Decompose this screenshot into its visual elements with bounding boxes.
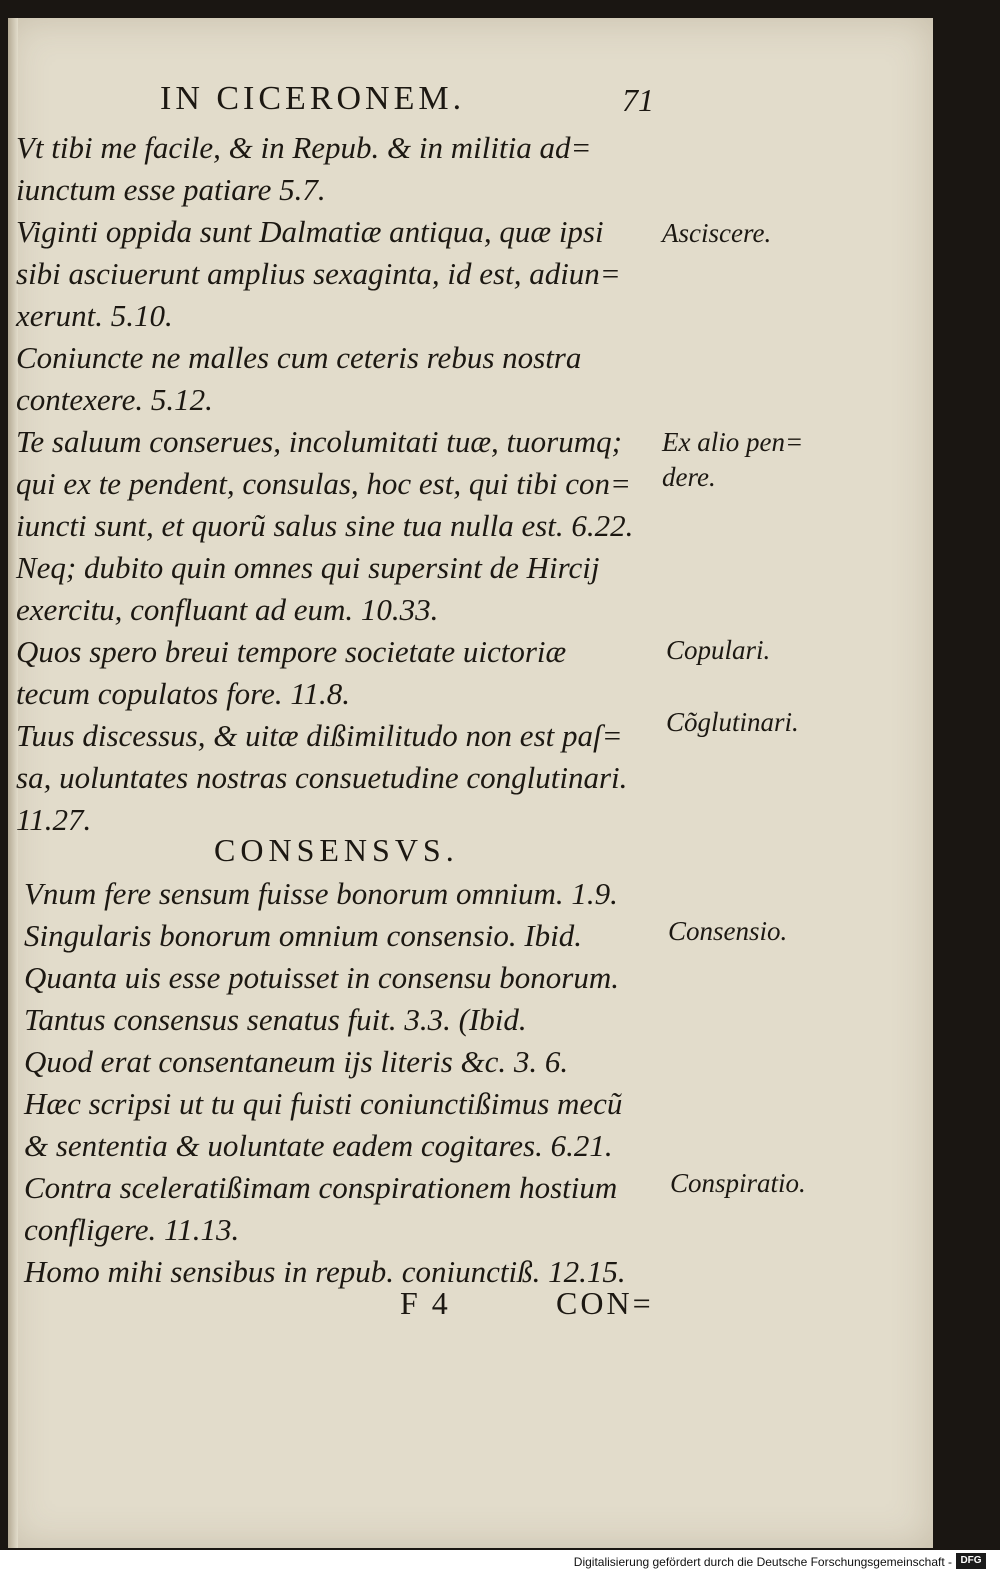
marginal-note: Cõglutinari. [666, 707, 799, 737]
signature-mark: F 4 [400, 1285, 451, 1321]
text-line: Quos spero breui tempore societate uictoriæ [16, 634, 567, 669]
digitization-credit: Digitalisierung gefördert durch die Deutsche Forschungsgemeinschaft - [573, 1555, 952, 1569]
text-line: Viginti oppida sunt Dalmatiæ antiqua, quæ ipsi [16, 214, 604, 249]
marginal-note: Consensio. [668, 916, 788, 946]
text-line: contexere. 5.12. [16, 382, 213, 417]
marginal-note: Conspiratio. [670, 1168, 806, 1198]
text-line: Vt tibi me facile, & in Repub. & in militia ad= [16, 130, 592, 165]
text-line: Singularis bonorum omnium consensio. Ibid. [24, 918, 582, 953]
text-line: exercitu, confluant ad eum. 10.33. [16, 592, 439, 627]
marginal-note: Copulari. [666, 635, 771, 665]
text-line: Tuus discessus, & uitæ dißimilitudo non est paſ= [16, 718, 623, 753]
dfg-logo-icon: DFG [956, 1553, 986, 1569]
text-line: iunctum esse patiare 5.7. [16, 172, 326, 207]
text-line: Quanta uis esse potuisset in consensu bonorum. [24, 960, 620, 995]
text-line: Vnum fere sensum fuisse bonorum omnium. 1.9. [24, 876, 618, 911]
folio-number: 71 [622, 82, 654, 118]
marginal-note: Ex alio pen= [662, 427, 804, 457]
text-line: Quod erat consentaneum ijs literis &c. 3. 6. [24, 1044, 569, 1079]
marginal-note: Asciscere. [662, 218, 772, 248]
text-line: qui ex te pendent, consulas, hoc est, qui tibi con= [16, 466, 631, 501]
text-line: iuncti sunt, et quorũ salus sine tua nulla est. 6.22. [16, 508, 634, 543]
text-line: Contra sceleratißimam conspirationem hostium [24, 1170, 618, 1205]
text-line: Hæc scripsi ut tu qui fuisti coniunctißimus mecũ [24, 1086, 623, 1121]
text-line: 11.27. [16, 802, 92, 837]
section-heading: CONSENSVS. [214, 832, 459, 868]
text-line: sa, uoluntates nostras consuetudine conglutinari. [16, 760, 628, 795]
text-line: Tantus consensus senatus fuit. 3.3. (Ibid. [24, 1002, 527, 1037]
text-line: Coniuncte ne malles cum ceteris rebus nostra [16, 340, 582, 375]
text-line: confligere. 11.13. [24, 1212, 240, 1247]
text-line: Neq; dubito quin omnes qui supersint de Hircij [16, 550, 600, 585]
marginal-note: dere. [662, 462, 716, 492]
text-line: Te saluum conserues, incolumitati tuæ, tuorumq; [16, 424, 622, 459]
text-line: tecum copulatos fore. 11.8. [16, 676, 351, 711]
text-line: sibi asciuerunt amplius sexaginta, id est, adiun= [16, 256, 621, 291]
text-line: Homo mihi sensibus in repub. coniunctiß. 12.15. [24, 1254, 626, 1289]
catchword: CON= [556, 1285, 654, 1321]
running-head: IN CICERONEM. [160, 80, 466, 117]
text-line: & sententia & uoluntate eadem cogitares. 6.21. [24, 1128, 613, 1163]
text-line: xerunt. 5.10. [16, 298, 173, 333]
